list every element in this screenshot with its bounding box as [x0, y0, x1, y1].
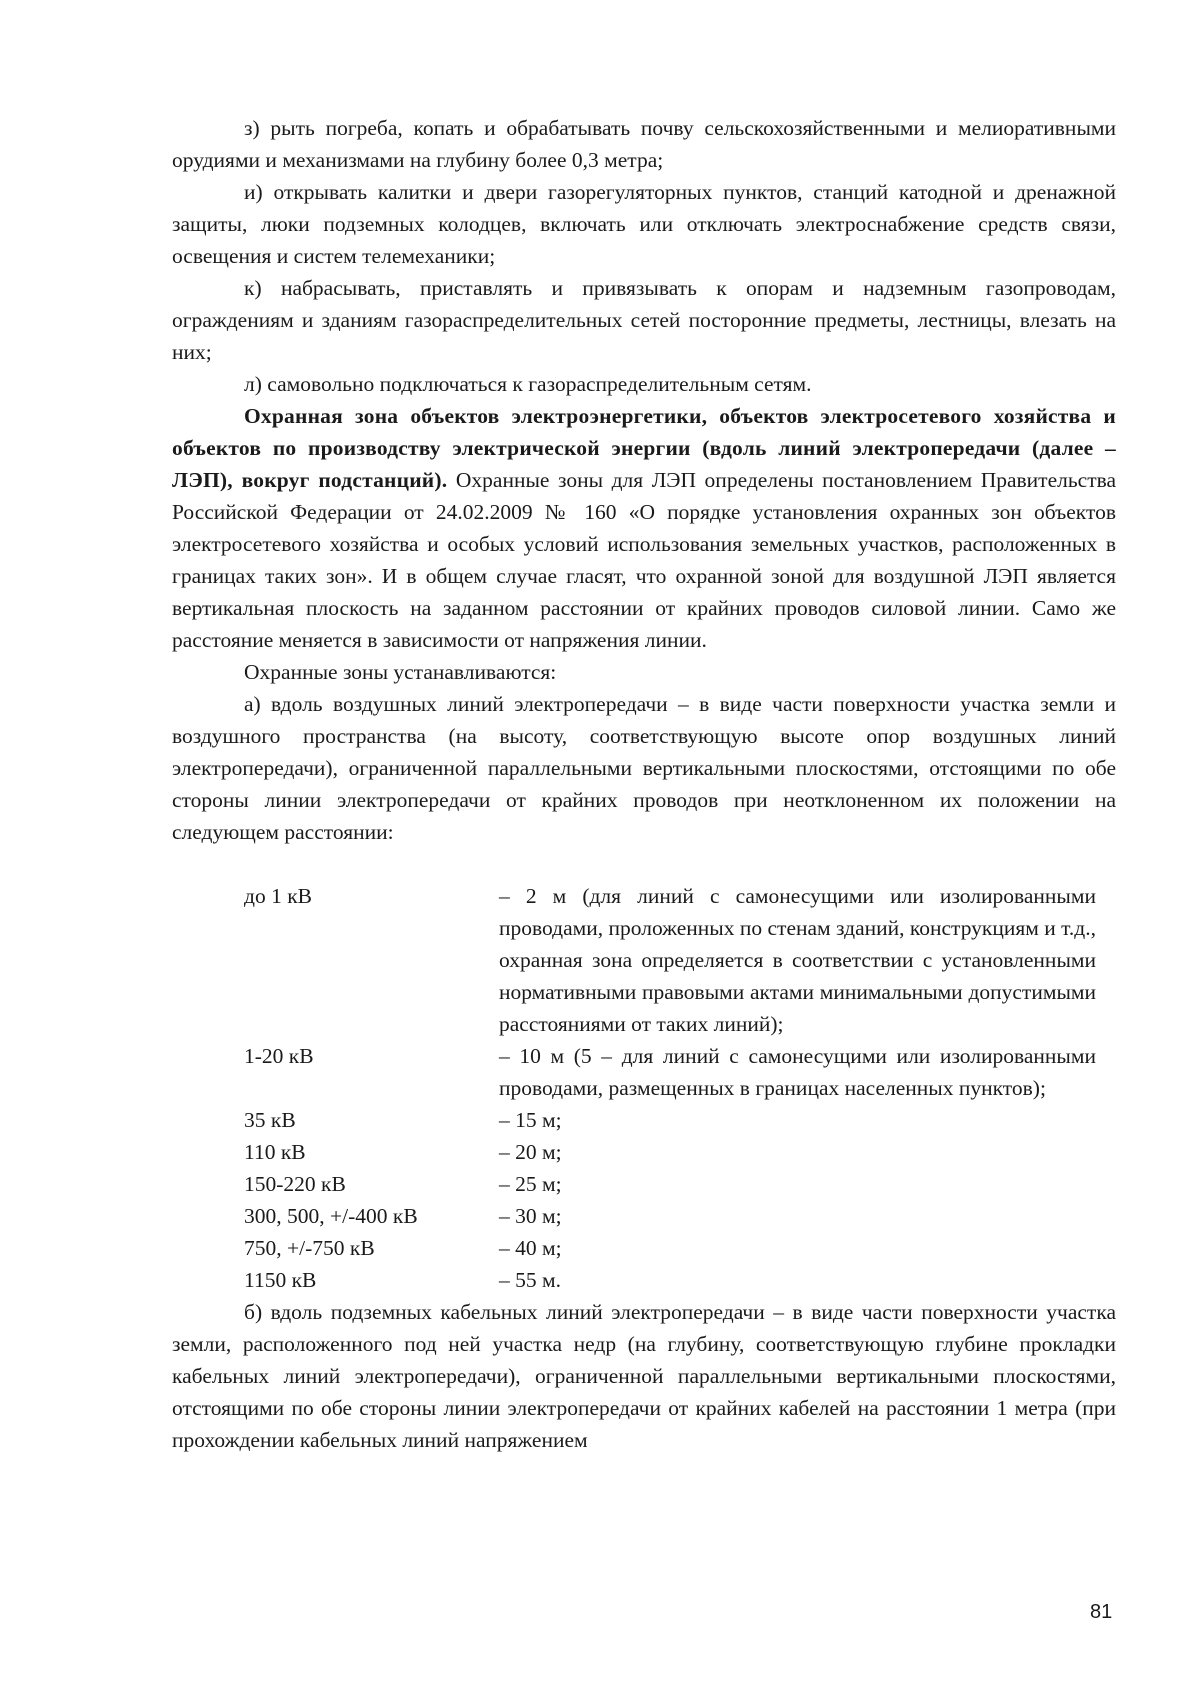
zone-voltage: до 1 кВ	[244, 884, 312, 908]
zone-distance: – 10 м (5 – для линий с самонесущими или изолированными проводами, размещенных в границах населенных пунктов);	[499, 1044, 1096, 1100]
paragraph-b: б) вдоль подземных кабельных линий электропередачи – в виде части поверхности участка земли, расположенного под ней участка недр (на глубину, соответствующую глубине прокладки кабельных линий электропередачи), ограниченной параллельными вертикальными плоскостями, отстоящими по обе стороны линии электропередачи от крайних кабелей на расстоянии 1 метра (при прохождении кабельных линий напряжением	[172, 1300, 1116, 1452]
document-page	[172, 112, 1116, 1456]
zone-row	[244, 1104, 1096, 1136]
spacer	[172, 848, 1116, 880]
zone-voltage: 300, 500, +/-400 кВ	[244, 1204, 418, 1228]
zone-voltage: 110 кВ	[244, 1140, 306, 1164]
zone-row	[244, 1200, 1096, 1232]
paragraph-i: и) открывать калитки и двери газорегуляторных пунктов, станций катодной и дренажной защиты, люки подземных колодцев, включать или отключать электроснабжение средств связи, освещения и систем телемеханики;	[172, 180, 1116, 268]
paragraph-z: з) рыть погреба, копать и обрабатывать почву сельскохозяйственными и мелиоративными орудиями и механизмами на глубину более 0,3 метра;	[172, 116, 1116, 172]
paragraph-zones-intro: Охранные зоны устанавливаются:	[244, 660, 557, 684]
paragraph-a: а) вдоль воздушных линий электропередачи – в виде части поверхности участка земли и воздушного пространства (на высоту, соответствующую высоте опор воздушных линий электропередачи), ограниченной параллельными вертикальными плоскостями, отстоящими по обе стороны линии электропередачи от крайних проводов при неотклоненном их положении на следующем расстоянии:	[172, 692, 1116, 844]
page-number: 81	[1090, 1601, 1113, 1623]
zone-distance-list	[244, 880, 1096, 1296]
zone-row	[244, 1232, 1096, 1264]
zone-distance: – 30 м;	[499, 1204, 562, 1228]
zone-distance: – 25 м;	[499, 1172, 562, 1196]
zone-row	[244, 1136, 1096, 1168]
zone-distance: – 20 м;	[499, 1140, 562, 1164]
zone-row	[244, 1168, 1096, 1200]
lep-zone-text: Охранные зоны для ЛЭП определены постановлением Правительства Российской Федерации от 24.02.2009 № 160 «О порядке установления охранных зон объектов электросетевого хозяйства и особых условий использования земельных участков, расположенных в границах таких зон». И в общем случае гласят, что охранной зоной для воздушной ЛЭП является вертикальная плоскость на заданном расстоянии от крайних проводов силовой линии. Само же расстояние меняется в зависимости от напряжения линии.	[172, 468, 1117, 652]
zone-voltage: 1150 кВ	[244, 1268, 317, 1292]
zone-voltage: 1-20 кВ	[244, 1044, 314, 1068]
paragraph-l: л) самовольно подключаться к газораспределительным сетям.	[244, 372, 812, 396]
zone-distance: – 2 м (для линий с самонесущими или изолированными проводами, проложенных по стенам зданий, конструкциям и т.д., охранная зона определяется в соответствии с установленными нормативными правовыми актами минимальными допустимыми расстояниями от таких линий);	[499, 884, 1096, 1036]
zone-row	[244, 1040, 1096, 1104]
zone-distance: – 40 м;	[499, 1236, 562, 1260]
paragraph-lep-protection-zone	[172, 400, 1116, 656]
zone-voltage: 150-220 кВ	[244, 1172, 346, 1196]
zone-voltage: 750, +/-750 кВ	[244, 1236, 375, 1260]
paragraph-k: к) набрасывать, приставлять и привязывать к опорам и надземным газопроводам, ограждениям и зданиям газораспределительных сетей посторонние предметы, лестницы, влезать на них;	[172, 276, 1116, 364]
zone-distance: – 15 м;	[499, 1108, 562, 1132]
zone-voltage: 35 кВ	[244, 1108, 296, 1132]
lep-zone-heading: Охранная зона объектов электроэнергетики, объектов электросетевого хозяйства и объектов по производству электрической энергии (вдоль линий электропередачи (далее – ЛЭП), вокруг подстанций).	[172, 404, 1116, 492]
zone-distance: – 55 м.	[499, 1268, 561, 1292]
zone-row	[244, 1264, 1096, 1296]
zone-row	[244, 880, 1096, 1040]
